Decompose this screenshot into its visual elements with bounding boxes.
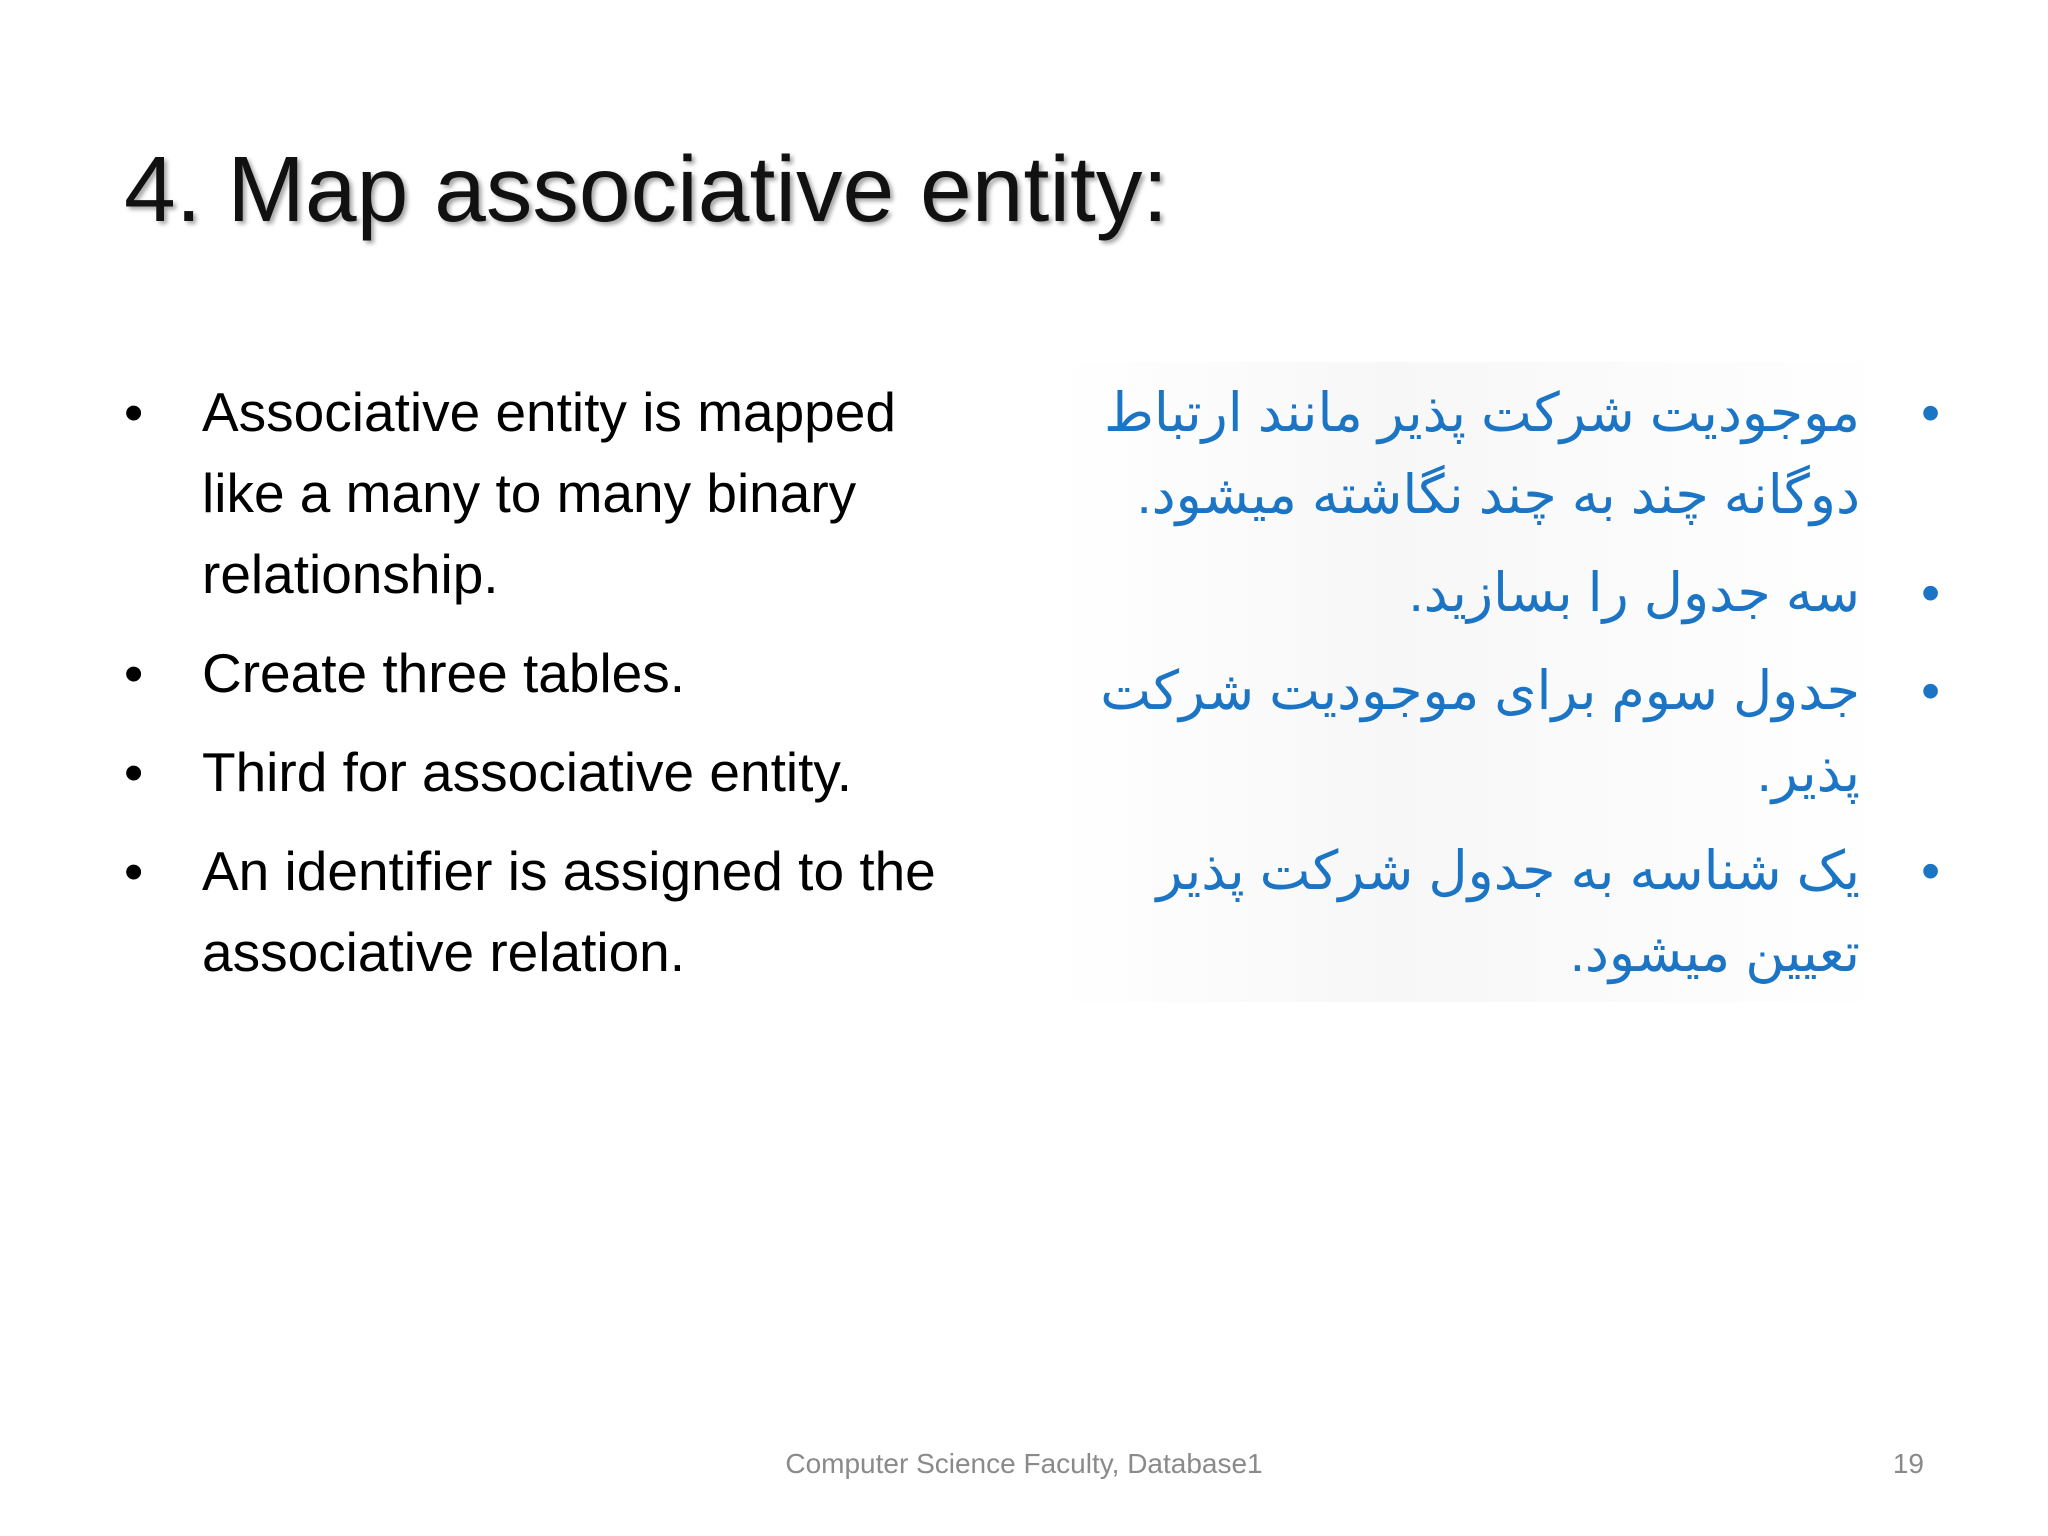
bullet-icon: •: [124, 840, 144, 902]
english-bullet-list: [124, 372, 984, 1011]
bullet-icon: •: [1921, 563, 1940, 623]
bullet-icon: •: [124, 741, 144, 803]
bullet-icon: •: [1921, 661, 1940, 721]
bullet-text: سه جدول را بسازید.: [1408, 563, 1860, 623]
list-item: [124, 831, 984, 993]
bullet-text: Third for associative entity.: [202, 741, 853, 803]
bullet-text: یک شناسه به جدول شرکت پذیر تعیین میشود.: [1156, 841, 1860, 983]
slide-title: 4. Map associative entity:: [124, 137, 1169, 241]
bullet-icon: •: [1921, 383, 1940, 443]
bullet-icon: •: [1921, 841, 1940, 901]
list-item: [1070, 650, 1940, 814]
bullet-text: An identifier is assigned to the associative relation.: [202, 840, 936, 983]
list-item: [124, 372, 984, 615]
persian-bullet-list: [1070, 372, 1940, 1010]
list-item: [1070, 552, 1940, 634]
bullet-text: Associative entity is mapped like a many to many binary relationship.: [202, 381, 896, 605]
page-number: 19: [1892, 1448, 1924, 1479]
bullet-icon: •: [124, 381, 144, 443]
list-item: [124, 633, 984, 714]
bullet-text: موجودیت شرکت پذیر مانند ارتباط دوگانه چند به چند نگاشته میشود.: [1103, 383, 1860, 525]
bullet-text: جدول سوم برای موجودیت شرکت پذیر.: [1100, 661, 1860, 803]
list-item: [1070, 830, 1940, 994]
bullet-text: Create three tables.: [202, 642, 686, 704]
list-item: [1070, 372, 1940, 536]
list-item: [124, 732, 984, 813]
bullet-icon: •: [124, 642, 144, 704]
slide-footer: Computer Science Faculty, Database1: [785, 1448, 1263, 1479]
